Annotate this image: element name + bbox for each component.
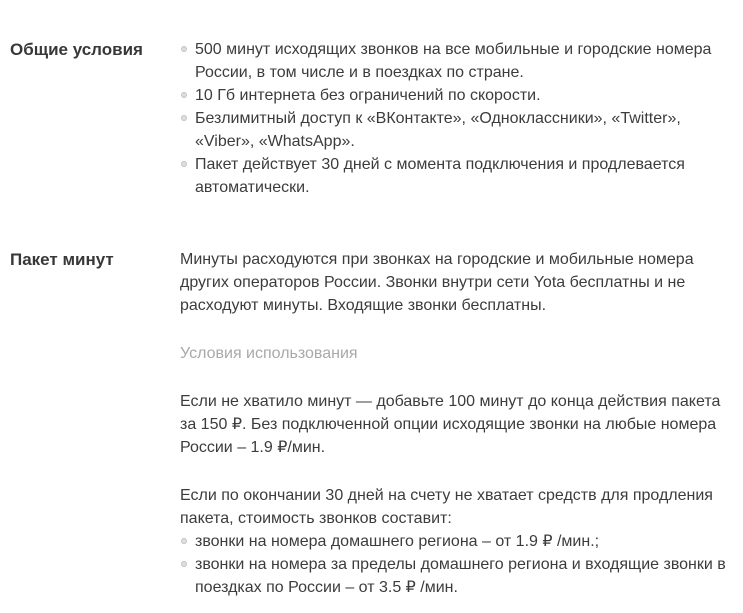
bullet-icon [181,538,187,544]
list-item-text: Пакет действует 30 дней с момента подключения и продлевается автоматически. [195,156,685,196]
general-conditions-list [180,38,733,199]
usage-terms-subheading: Условия использования [180,345,358,362]
list-item-text: 10 Гб интернета без ограничений по скорости. [195,87,541,104]
list-item [180,153,733,199]
minutes-package-content [180,248,733,599]
minutes-intro-paragraph: Минуты расходуются при звонках на городские и мобильные номера других операторов России. Звонки внутри сети Yota бесплатны и не расходуют минуты. Входящие звонки бесплатны. [180,251,694,314]
general-conditions-content [180,38,733,199]
bullet-icon [181,46,187,52]
extra-minutes-paragraph: Если не хватило минут — добавьте 100 минут до конца действия пакета за 150 ₽. Без подключенной опции исходящие звонки на любые номера России – 1.9 ₽/мин. [180,393,721,456]
list-item-text: 500 минут исходящих звонков на все мобильные и городские номера России, в том числе и в поездках по стране. [195,41,712,81]
section-general-conditions [0,38,743,199]
bullet-icon [181,161,187,167]
list-item-text: Безлимитный доступ к «ВКонтакте», «Одноклассники», «Twitter», «Viber», «WhatsApp». [195,110,681,150]
list-item [180,107,733,153]
list-item [180,553,733,599]
list-item [180,84,733,107]
list-item [180,38,733,84]
list-item-text: звонки на номера за пределы домашнего региона и входящие звонки в поездках по России – от 3.5 ₽ /мин. [195,556,726,596]
section-minutes-package [0,248,743,599]
bullet-icon [181,92,187,98]
list-item [180,530,733,553]
list-item-text: звонки на номера домашнего региона – от 1.9 ₽ /мин.; [195,533,600,550]
section-title-minutes-package: Пакет минут [10,250,114,269]
section-title-general-conditions: Общие условия [10,40,143,59]
bullet-icon [181,115,187,121]
insufficient-funds-paragraph: Если по окончании 30 дней на счету не хватает средств для продления пакета, стоимость звонков составит: [180,487,713,527]
bullet-icon [181,561,187,567]
call-rates-list [180,530,733,599]
